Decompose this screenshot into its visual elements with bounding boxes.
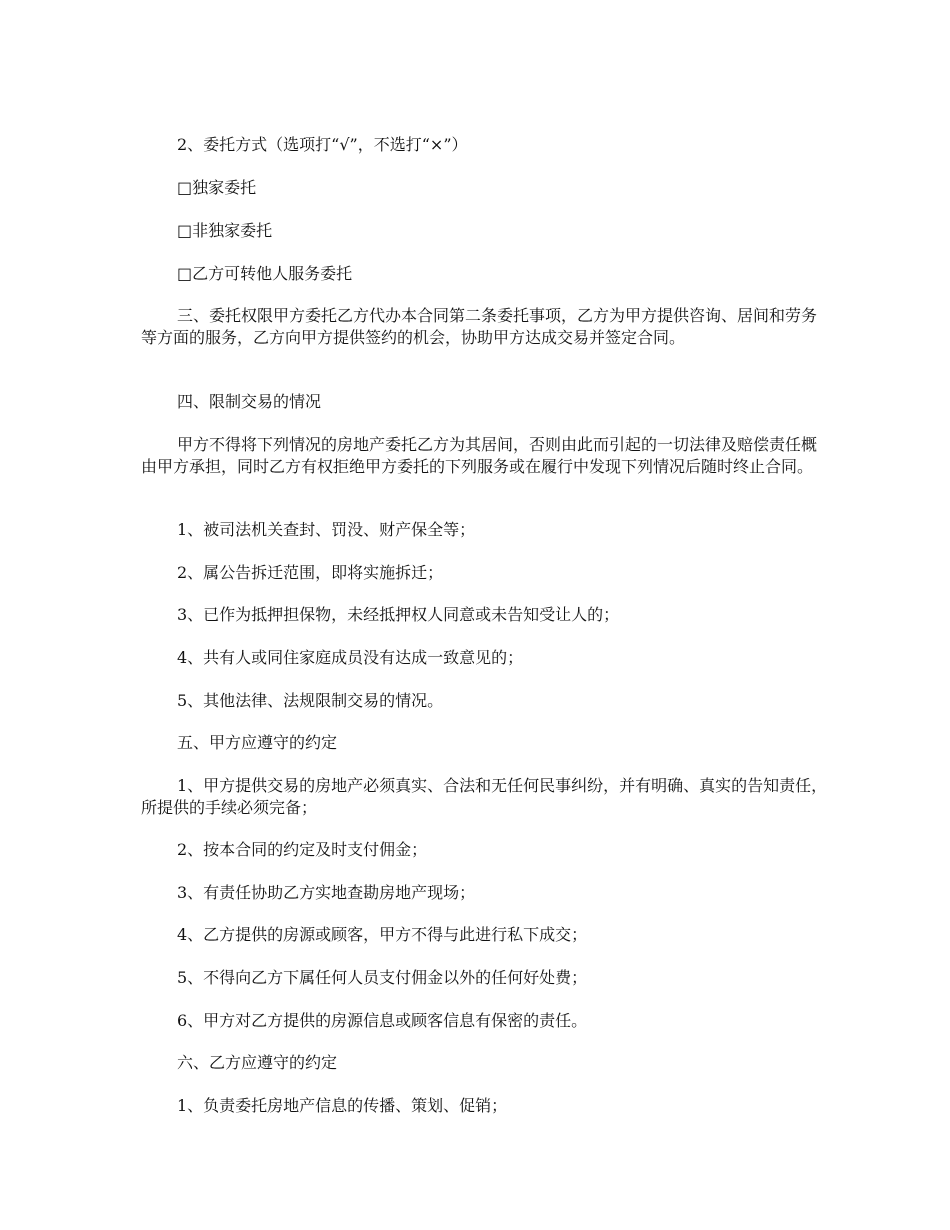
section-four-body: 甲方不得将下列情况的房地产委托乙方为其居间，否则由此而引起的一切法律及赔偿责任概由甲方承担，同时乙方有权拒绝甲方委托的下列服务或在履行中发现下列情况后随时终止合同。	[141, 435, 818, 476]
restriction-item-3: 3、已作为抵押担保物，未经抵押权人同意或未告知受让人的；	[177, 605, 620, 624]
party-a-duty-1: 1、甲方提供交易的房地产必须真实、合法和无任何民事纠纷，并有明确、真实的告知责任，所提供的手续必须完备；	[141, 776, 828, 817]
checkbox-option-transferable: □乙方可转他人服务委托	[177, 264, 353, 283]
section-three-authority: 三、委托权限甲方委托乙方代办本合同第二条委托事项，乙方为甲方提供咨询、居间和劳务等方面的服务，乙方向甲方提供签约的机会，协助甲方达成交易并签定合同。	[141, 306, 818, 347]
party-a-duty-2: 2、按本合同的约定及时支付佣金；	[177, 840, 428, 859]
restriction-item-4: 4、共有人或同住家庭成员没有达成一致意见的；	[177, 648, 524, 667]
restriction-item-1: 1、被司法机关查封、罚没、财产保全等；	[177, 520, 476, 539]
party-a-duty-6: 6、甲方对乙方提供的房源信息或顾客信息有保密的责任。	[177, 1011, 588, 1030]
party-a-duty-4: 4、乙方提供的房源或顾客，甲方不得与此进行私下成交；	[177, 925, 588, 944]
party-a-duty-5: 5、不得向乙方下属任何人员支付佣金以外的任何好处费；	[177, 968, 588, 987]
section-six-heading: 六、乙方应遵守的约定	[177, 1053, 338, 1072]
paragraph-commission-method: 2、委托方式（选项打“√”，不选打“×”）	[177, 135, 468, 154]
party-b-duty-1: 1、负责委托房地产信息的传播、策划、促销；	[177, 1096, 508, 1115]
checkbox-option-exclusive: □独家委托	[177, 178, 257, 197]
section-four-heading: 四、限制交易的情况	[177, 392, 322, 411]
section-five-heading: 五、甲方应遵守的约定	[177, 733, 338, 752]
restriction-item-2: 2、属公告拆迁范围，即将实施拆迁；	[177, 563, 444, 582]
checkbox-option-non-exclusive: □非独家委托	[177, 221, 273, 240]
restriction-item-5: 5、其他法律、法规限制交易的情况。	[177, 691, 444, 710]
party-a-duty-3: 3、有责任协助乙方实地查勘房地产现场；	[177, 883, 476, 902]
